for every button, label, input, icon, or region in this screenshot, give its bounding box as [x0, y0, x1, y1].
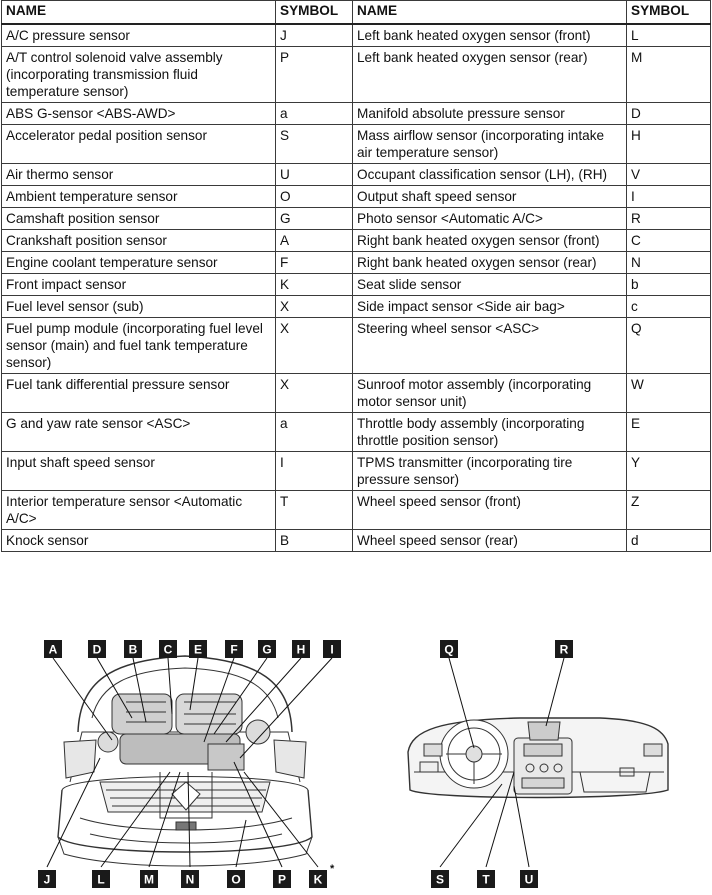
sensor-name-cell: Ambient temperature sensor [2, 185, 276, 207]
table-row [2, 124, 711, 163]
sensor-name-cell: Manifold absolute pressure sensor [353, 102, 627, 124]
callout-label: S [435, 872, 445, 887]
symbol-cell: I [276, 451, 353, 490]
symbol-cell: S [276, 124, 353, 163]
table-row [2, 229, 711, 251]
symbol-cell: c [627, 295, 711, 317]
table-row [2, 24, 711, 47]
table-row [2, 102, 711, 124]
sensor-name-cell: Fuel level sensor (sub) [2, 295, 276, 317]
symbol-cell: B [276, 529, 353, 551]
asterisk-note: * [330, 863, 335, 875]
sensor-name-cell: Photo sensor <Automatic A/C> [353, 207, 627, 229]
sensor-name-cell: Accelerator pedal position sensor [2, 124, 276, 163]
sensor-name-cell: Input shaft speed sensor [2, 451, 276, 490]
location-diagram [0, 622, 712, 895]
symbol-cell: X [276, 373, 353, 412]
symbol-cell: R [627, 207, 711, 229]
sensor-name-cell: ABS G-sensor <ABS-AWD> [2, 102, 276, 124]
table-row [2, 207, 711, 229]
callout-label: J [43, 872, 51, 887]
callout-label: R [559, 642, 569, 657]
callout-label: U [524, 872, 534, 887]
sensor-name-cell: G and yaw rate sensor <ASC> [2, 412, 276, 451]
symbol-cell: A [276, 229, 353, 251]
callout-label: P [277, 872, 287, 887]
table-row [2, 317, 711, 373]
table-row [2, 451, 711, 490]
callout-label: C [163, 642, 173, 657]
sensor-location-figure [0, 622, 712, 895]
callout-label: L [97, 872, 105, 887]
symbol-cell: b [627, 273, 711, 295]
engine-bottom-callouts [38, 870, 327, 888]
table-row [2, 490, 711, 529]
symbol-cell: H [627, 124, 711, 163]
table-row [2, 273, 711, 295]
sensor-name-cell: Wheel speed sensor (rear) [353, 529, 627, 551]
table-row [2, 251, 711, 273]
sensor-name-cell: Camshaft position sensor [2, 207, 276, 229]
callout-label: E [193, 642, 203, 657]
table-row [2, 412, 711, 451]
sensor-name-cell: Crankshaft position sensor [2, 229, 276, 251]
symbol-cell: C [627, 229, 711, 251]
header-symbol-2: SYMBOL [627, 1, 711, 24]
table-row [2, 46, 711, 102]
sensor-name-cell: Output shaft speed sensor [353, 185, 627, 207]
sensor-name-cell: Steering wheel sensor <ASC> [353, 317, 627, 373]
callout-label: T [482, 872, 490, 887]
sensor-name-cell: Throttle body assembly (incorporating throttle position sensor) [353, 412, 627, 451]
sensor-name-cell: Seat slide sensor [353, 273, 627, 295]
symbol-cell: U [276, 163, 353, 185]
callout-label: B [128, 642, 138, 657]
callout-label: D [92, 642, 102, 657]
table-row [2, 185, 711, 207]
sensor-name-cell: A/C pressure sensor [2, 24, 276, 47]
symbol-cell: V [627, 163, 711, 185]
symbol-cell: Y [627, 451, 711, 490]
symbol-cell: E [627, 412, 711, 451]
symbol-cell: X [276, 317, 353, 373]
callout-label: I [330, 642, 334, 657]
symbol-cell: d [627, 529, 711, 551]
sensor-name-cell: Engine coolant temperature sensor [2, 251, 276, 273]
symbol-cell: I [627, 185, 711, 207]
table-header-row [2, 1, 711, 24]
symbol-cell: P [276, 46, 353, 102]
callout-label: O [231, 872, 241, 887]
symbol-cell: J [276, 24, 353, 47]
symbol-cell: Z [627, 490, 711, 529]
table-row [2, 373, 711, 412]
sensor-name-cell: A/T control solenoid valve assembly (incorporating transmission fluid temperature sensor) [2, 46, 276, 102]
sensor-name-cell: Left bank heated oxygen sensor (front) [353, 24, 627, 47]
callout-label: A [48, 642, 58, 657]
sensor-name-cell: Sunroof motor assembly (incorporating motor sensor unit) [353, 373, 627, 412]
table-row [2, 163, 711, 185]
symbol-cell: T [276, 490, 353, 529]
table-row [2, 295, 711, 317]
callout-label: F [230, 642, 238, 657]
dashboard-illustration [408, 718, 668, 798]
sensor-name-cell: Occupant classification sensor (LH), (RH) [353, 163, 627, 185]
sensor-name-cell: Front impact sensor [2, 273, 276, 295]
symbol-cell: W [627, 373, 711, 412]
sensor-name-cell: Wheel speed sensor (front) [353, 490, 627, 529]
sensor-name-cell: Mass airflow sensor (incorporating intake air temperature sensor) [353, 124, 627, 163]
header-symbol-1: SYMBOL [276, 1, 353, 24]
engine-top-callouts [44, 640, 341, 658]
header-name-1: NAME [2, 1, 276, 24]
dashboard-bottom-callouts [431, 870, 538, 888]
sensor-name-cell: Air thermo sensor [2, 163, 276, 185]
engine-bay-illustration [58, 656, 312, 866]
symbol-cell: O [276, 185, 353, 207]
callout-label: N [185, 872, 195, 887]
dashboard-top-callouts [440, 640, 573, 658]
sensor-name-cell: Interior temperature sensor <Automatic A/C> [2, 490, 276, 529]
sensor-name-cell: Left bank heated oxygen sensor (rear) [353, 46, 627, 102]
sensor-table [1, 0, 711, 552]
callout-label: H [296, 642, 306, 657]
sensor-name-cell: Right bank heated oxygen sensor (rear) [353, 251, 627, 273]
table-row [2, 529, 711, 551]
symbol-cell: M [627, 46, 711, 102]
callout-label: M [144, 872, 154, 887]
symbol-cell: Q [627, 317, 711, 373]
callout-label: Q [444, 642, 454, 657]
sensor-name-cell: Knock sensor [2, 529, 276, 551]
callout-label: G [262, 642, 272, 657]
sensor-name-cell: TPMS transmitter (incorporating tire pressure sensor) [353, 451, 627, 490]
symbol-cell: F [276, 251, 353, 273]
symbol-cell: a [276, 102, 353, 124]
symbol-cell: D [627, 102, 711, 124]
sensor-name-cell: Fuel tank differential pressure sensor [2, 373, 276, 412]
symbol-cell: K [276, 273, 353, 295]
sensor-name-cell: Fuel pump module (incorporating fuel level sensor (main) and fuel tank temperature sensor) [2, 317, 276, 373]
header-name-2: NAME [353, 1, 627, 24]
symbol-cell: X [276, 295, 353, 317]
callout-label: K [313, 872, 323, 887]
symbol-cell: N [627, 251, 711, 273]
symbol-cell: a [276, 412, 353, 451]
sensor-name-cell: Side impact sensor <Side air bag> [353, 295, 627, 317]
symbol-cell: G [276, 207, 353, 229]
symbol-cell: L [627, 24, 711, 47]
sensor-name-cell: Right bank heated oxygen sensor (front) [353, 229, 627, 251]
